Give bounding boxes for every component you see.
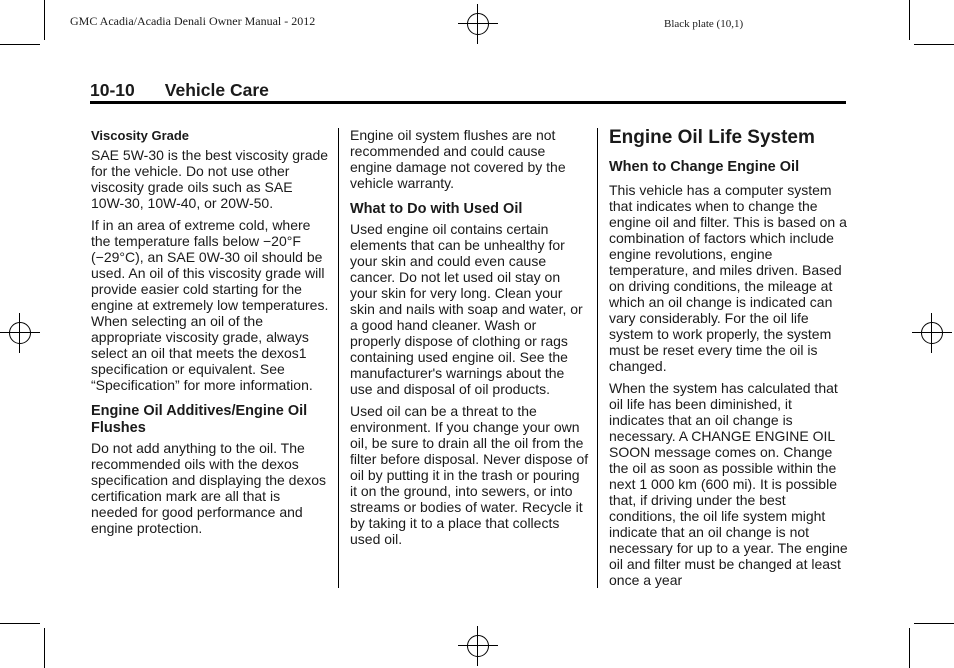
registration-mark-right [912,313,952,353]
crop-mark [0,44,40,45]
crop-mark [909,0,910,40]
crop-mark [909,628,910,668]
paragraph: If in an area of extreme cold, where the temperature falls below −20°F (−29°C), an SAE 0W-30 oil should be used. An oil of this viscosity grade will provide easier cold starting for the engine at extremely low temperatures. When selecting an oil of the appropriate viscosity grade, always select an oil that meets the dexos1 specification or equivalent. See “Specification” for more information. [91,217,329,393]
crop-mark [914,44,954,45]
heading-rule [90,101,846,104]
used-oil-heading: What to Do with Used Oil [350,201,523,217]
crop-mark [0,623,40,624]
registration-mark-bottom [458,626,498,666]
section-title: Vehicle Care [164,80,269,100]
viscosity-heading: Viscosity Grade [91,128,190,143]
paragraph: When the system has calculated that oil life has been diminished, it indicates that an oil change is necessary. A CHANGE ENGINE OIL SOON message comes on. Change the oil as soon as possible within the next 1 000 km (600 mi). It is possible that, if driving under the best conditions, the oil life system might indicate that an oil change is not necessary for up to a year. The engine oil and filter must be changed at least once a year [609,380,848,588]
column-2 [350,127,590,553]
crop-mark [44,0,45,40]
registration-mark-top [458,4,498,44]
crop-mark [914,623,954,624]
column-divider [597,128,598,588]
registration-mark-left [0,313,40,353]
column-divider [338,128,339,588]
column-1 [91,127,329,542]
paragraph: Do not add anything to the oil. The recommended oils with the dexos specification and displaying the dexos certification mark are all that is needed for good performance and engine protection. [91,440,327,536]
crop-mark [44,628,45,668]
oil-life-heading: Engine Oil Life System [609,127,815,148]
paragraph: Engine oil system flushes are not recommended and could cause engine damage not covered by the vehicle warranty. [350,127,566,191]
manual-title: GMC Acadia/Acadia Denali Owner Manual - 2012 [70,14,316,28]
when-to-change-heading: When to Change Engine Oil [609,159,800,175]
additives-heading: Engine Oil Additives/Engine Oil Flushes [91,403,308,436]
section-heading [90,80,269,101]
paragraph: SAE 5W-30 is the best viscosity grade for the vehicle. Do not use other viscosity grade oils such as SAE 10W-30, 10W-40, or 20W-50. [91,147,329,211]
paragraph: Used engine oil contains certain elements that can be unhealthy for your skin and could even cause cancer. Do not let used oil stay on your skin for very long. Clean your skin and nails with soap and water, or a good hand cleaner. Wash or properly dispose of clothing or rags containing used engine oil. See the manufacturer's warnings about the use and disposal of oil products. [350,221,583,397]
page-number: 10-10 [90,80,135,100]
column-3 [609,127,849,594]
paragraph: Used oil can be a threat to the environment. If you change your own oil, be sure to drain all the oil from the filter before disposal. Never dispose of oil by putting it in the trash or pouring it on the ground, into sewers, or into streams or bodies of water. Recycle it by taking it to a place that collects used oil. [350,403,589,547]
paragraph: This vehicle has a computer system that indicates when to change the engine oil and filter. This is based on a combination of factors which include engine revolutions, engine temperature, and miles driven. Based on driving conditions, the mileage at which an oil change is indicated can vary considerably. For the oil life system to work properly, the system must be reset every time the oil is changed. [609,182,847,374]
plate-label: Black plate (10,1) [664,18,744,30]
